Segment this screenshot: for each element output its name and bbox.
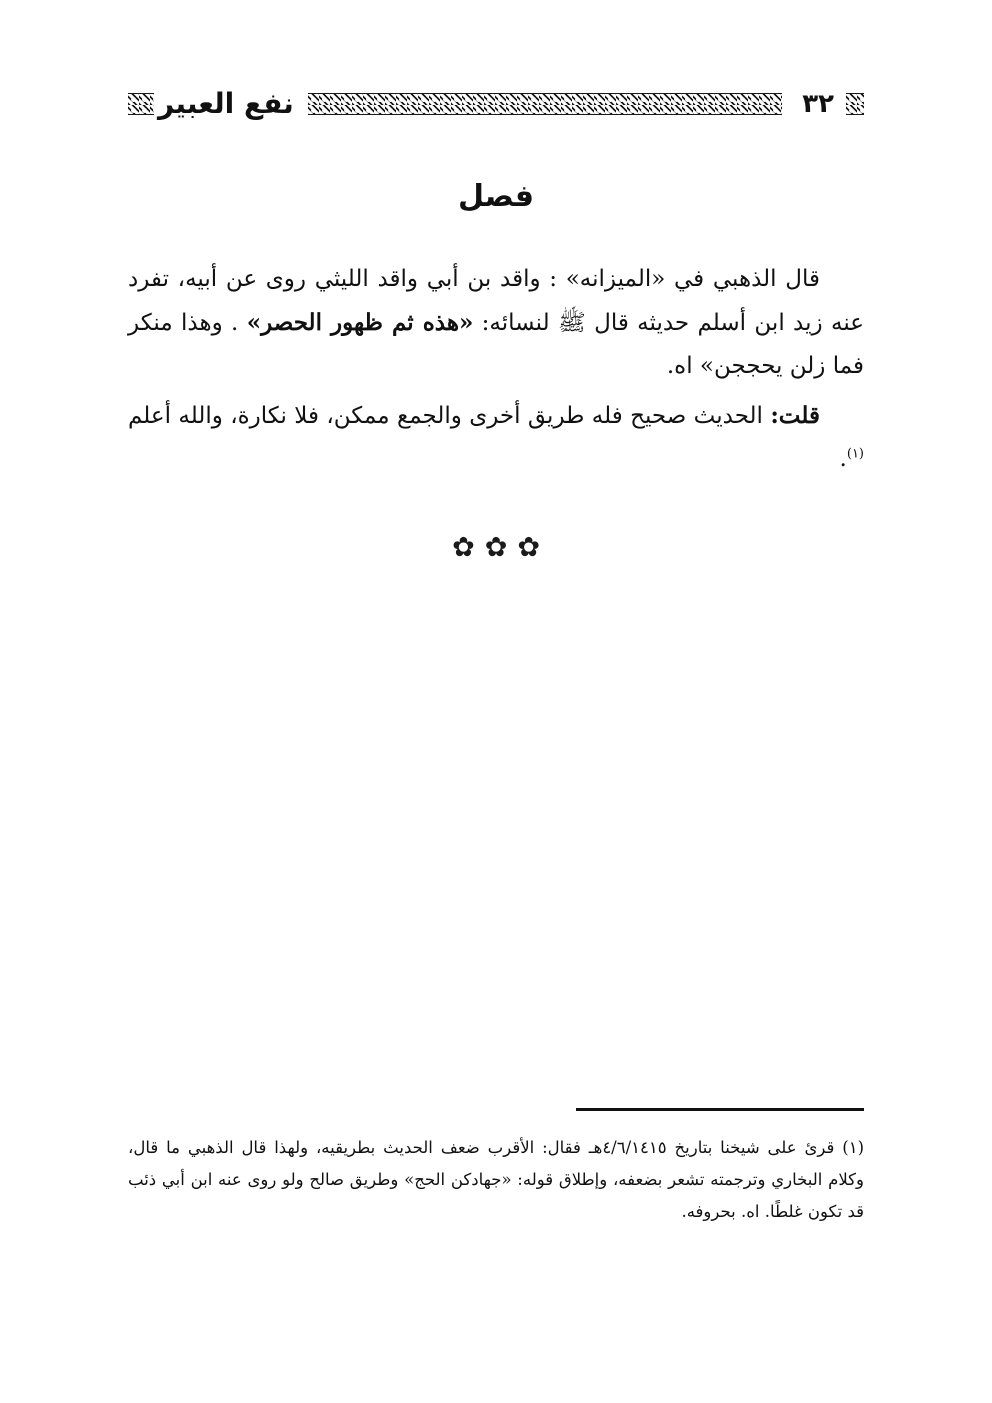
paragraph-2 xyxy=(128,394,864,481)
paragraph-1-text-b: . وهذا منكر فما زلن يحججن» اه. xyxy=(128,310,864,379)
header-ornament-right xyxy=(846,93,864,115)
paragraph-2-lead: قلت: xyxy=(770,402,820,429)
paragraph-1 xyxy=(128,258,864,388)
star-ornament-icon: ✿ xyxy=(484,532,508,563)
header-ornament-band xyxy=(308,93,783,115)
footnote-1-text: (١) قرئ على شيخنا بتاريخ ٤/٦/١٤١٥هـ فقال: الأقرب ضعف الحديث بطريقيه، ولهذا قال الذهبي ما قال، وكلام البخاري وترجمته تشعر بضعفه، وإطلاق قوله: «جهادكن الحج» وطريق صالح ولو روى عنه ابن أبي ذئب قد تكون غلطًا. اه. بحروفه. xyxy=(128,1138,864,1221)
paragraph-2-end: . xyxy=(839,446,847,472)
footnote-marker[interactable]: (١) xyxy=(846,446,864,462)
book-title: نفع العبير xyxy=(158,87,294,120)
footnote-rule xyxy=(576,1108,864,1111)
section-separator xyxy=(128,532,864,564)
paragraph-2-text: الحديث صحيح فله طريق أخرى والجمع ممكن، فلا نكارة، والله أعلم xyxy=(128,403,771,429)
header-ornament-left xyxy=(128,93,154,115)
paragraph-1-text-a: قال الذهبي في «الميزانه» : واقد بن أبي واقد الليثي روى عن أبيه، تفرد عنه زيد ابن أسلم حديثه قال ﷺ لنسائه: xyxy=(128,266,864,336)
body-text xyxy=(128,258,864,487)
running-header xyxy=(128,84,864,124)
star-ornament-icon: ✿ xyxy=(517,532,540,563)
hadith-quote: «هذه ثم ظهور الحصر» xyxy=(246,309,474,336)
star-ornament-icon: ✿ xyxy=(452,532,475,563)
footnote xyxy=(128,1132,864,1228)
section-heading: فصل xyxy=(458,179,534,214)
page-number: ٣٢ xyxy=(802,89,834,119)
